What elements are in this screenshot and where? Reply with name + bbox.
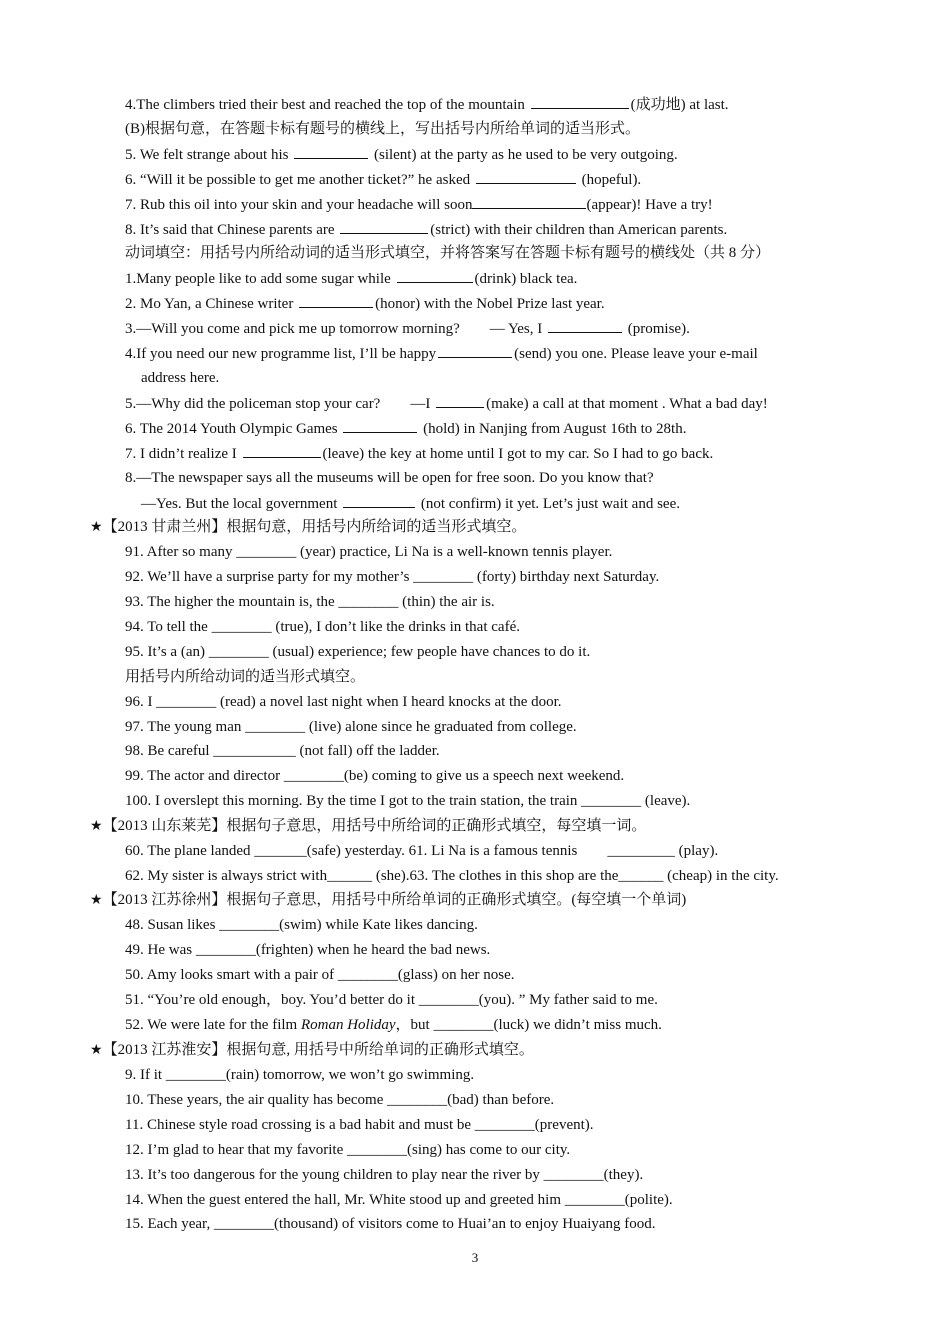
answer-blank[interactable] (436, 393, 484, 408)
answer-blank[interactable] (548, 318, 622, 333)
question-v2: 2. Mo Yan, a Chinese writer (honor) with the Nobel Prize last year. (125, 293, 860, 313)
section-heading-xuzhou: ★【2013 江苏徐州】根据句子意思，用括号中所给单词的正确形式填空。(每空填一个单词) (90, 892, 687, 908)
question-b6: 6. “Will it be possible to get me another ticket?” he asked (hopeful). (125, 169, 860, 189)
section-heading-laiwu: ★【2013 山东莱芜】根据句子意思，用括号中所给词的正确形式填空，每空填一词。 (90, 818, 647, 834)
star-icon: ★ (90, 892, 103, 908)
question-b8: 8. It’s said that Chinese parents are (strict) with their children than American parents. (125, 219, 860, 239)
question-96: 96. I ________ (read) a novel last night when I heard knocks at the door. (125, 694, 562, 710)
question-50: 50. Amy looks smart with a pair of ________(glass) on her nose. (125, 967, 515, 983)
answer-blank[interactable] (243, 443, 321, 458)
question-b7: 7. Rub this oil into your skin and your headache will soon (appear)! Have a try! (125, 194, 860, 214)
question-100: 100. I overslept this morning. By the time I got to the train station, the train ________ (leave). (125, 793, 691, 809)
question-51: 51. “You’re old enough，boy. You’d better do it ________(you). ” My father said to me. (125, 992, 658, 1008)
question-97: 97. The young man ________ (live) alone since he graduated from college. (125, 719, 577, 735)
question-91: 91. After so many ________ (year) practice, Li Na is a well-known tennis player. (125, 544, 613, 560)
question-v6: 6. The 2014 Youth Olympic Games (hold) in Nanjing from August 16th to 28th. (125, 418, 860, 438)
question-v8-reply: —Yes. But the local government (not confirm) it yet. Let’s just wait and see. (141, 493, 860, 513)
page-number: 3 (471, 1250, 479, 1265)
question-v3: 3.—Will you come and pick me up tomorrow morning? — Yes, I (promise). (125, 318, 860, 338)
section-heading-b: (B)根据句意，在答题卡标有题号的横线上，写出括号内所给单词的适当形式。 (125, 121, 640, 137)
question-99: 99. The actor and director ________(be) coming to give us a speech next weekend. (125, 768, 625, 784)
question-48: 48. Susan likes ________(swim) while Kate likes dancing. (125, 917, 478, 933)
section-heading-lanzhou: ★【2013 甘肃兰州】根据句意，用括号内所给词的适当形式填空。 (90, 519, 527, 535)
answer-blank[interactable] (438, 343, 512, 358)
answer-blank[interactable] (531, 94, 629, 109)
question-9: 9. If it ________(rain) tomorrow, we won’t go swimming. (125, 1067, 475, 1083)
answer-blank[interactable] (294, 144, 368, 159)
question-v1: 1.Many people like to add some sugar while (drink) black tea. (125, 268, 860, 288)
question-v4: 4.If you need our new programme list, I’ll be happy (send) you one. Please leave your e-mail (125, 343, 860, 363)
subheading-verbs: 用括号内所给动词的适当形式填空。 (125, 669, 366, 685)
star-icon: ★ (90, 818, 103, 834)
section-heading-verbs: 动词填空：用括号内所给动词的适当形式填空，并将答案写在答题卡标有题号的横线处（共 8 分） (125, 245, 771, 261)
question-92: 92. We’ll have a surprise party for my mother’s ________ (forty) birthday next Saturday. (125, 569, 660, 585)
question-v8: 8.—The newspaper says all the museums will be open for free soon. Do you know that? (125, 470, 654, 486)
question-94: 94. To tell the ________ (true), I don’t like the drinks in that café. (125, 619, 520, 635)
star-icon: ★ (90, 1042, 103, 1058)
question-v4-continued: address here. (141, 370, 220, 386)
question-95: 95. It’s a (an) ________ (usual) experience; few people have chances to do it. (125, 644, 591, 660)
question-v7: 7. I didn’t realize I (leave) the key at home until I got to my car. So I had to go back. (125, 443, 860, 463)
answer-blank[interactable] (343, 493, 415, 508)
question-11: 11. Chinese style road crossing is a bad habit and must be ________(prevent). (125, 1117, 594, 1133)
section-heading-huaian: ★【2013 江苏淮安】根据句意, 用括号中所给单词的正确形式填空。 (90, 1042, 534, 1058)
question-12: 12. I’m glad to hear that my favorite ________(sing) has come to our city. (125, 1142, 571, 1158)
question-10: 10. These years, the air quality has become ________(bad) than before. (125, 1092, 555, 1108)
answer-blank[interactable] (340, 219, 428, 234)
question-v5: 5.—Why did the policeman stop your car? —I (make) a call at that moment . What a bad day! (125, 393, 860, 413)
answer-blank[interactable] (299, 293, 373, 308)
answer-blank[interactable] (472, 194, 586, 209)
star-icon: ★ (90, 519, 103, 535)
question-60-61: 60. The plane landed _______(safe) yesterday. 61. Li Na is a famous tennis _________ (play). (125, 843, 719, 859)
film-title: Roman Holiday (300, 1017, 396, 1033)
answer-blank[interactable] (397, 268, 473, 283)
question-a4: 4.The climbers tried their best and reached the top of the mountain (成功地) at last. (125, 94, 860, 114)
question-15: 15. Each year, ________(thousand) of visitors come to Huai’an to enjoy Huaiyang food. (125, 1216, 656, 1232)
answer-blank[interactable] (476, 169, 576, 184)
question-62-63: 62. My sister is always strict with______ (she).63. The clothes in this shop are the______ (cheap) in the city. (125, 868, 779, 884)
question-13: 13. It’s too dangerous for the young children to play near the river by ________(they). (125, 1167, 644, 1183)
question-93: 93. The higher the mountain is, the ________ (thin) the air is. (125, 594, 495, 610)
question-b5: 5. We felt strange about his (silent) at the party as he used to be very outgoing. (125, 144, 860, 164)
question-49: 49. He was ________(frighten) when he heard the bad news. (125, 942, 491, 958)
question-52: 52. We were late for the film Roman Holiday，but ________(luck) we didn’t miss much. (125, 1017, 662, 1033)
answer-blank[interactable] (343, 418, 417, 433)
question-14: 14. When the guest entered the hall, Mr. White stood up and greeted him ________(polite). (125, 1192, 673, 1208)
question-98: 98. Be careful ___________ (not fall) off the ladder. (125, 743, 440, 759)
